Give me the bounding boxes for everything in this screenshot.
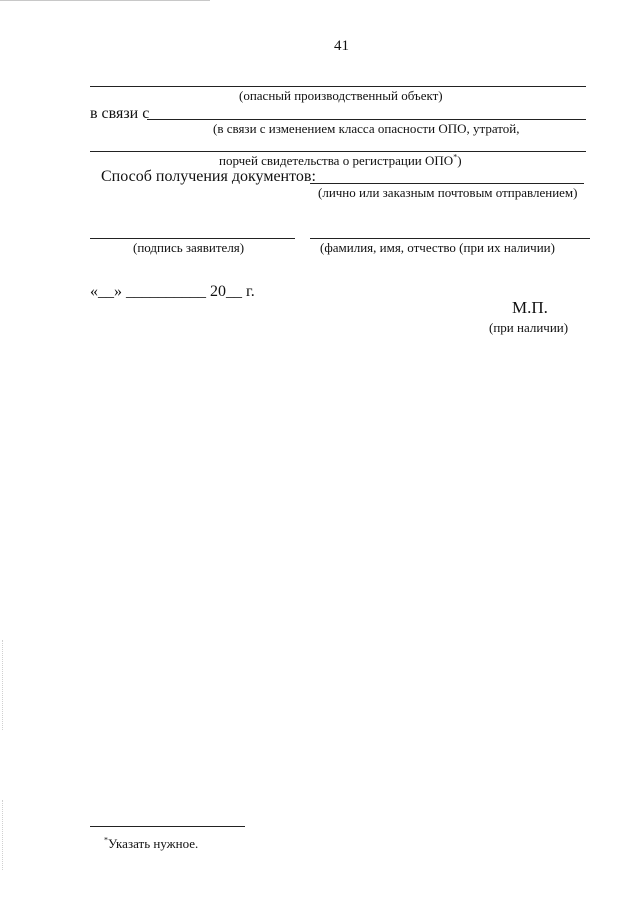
reason-label: в связи с [90, 105, 150, 122]
name-field-line[interactable] [310, 238, 590, 239]
scan-edge-mark [2, 640, 3, 730]
method-caption: (лично или заказным почтовым отправлением) [318, 185, 578, 200]
object-caption: (опасный производственный объект) [239, 88, 443, 103]
signature-caption: (подпись заявителя) [133, 240, 245, 255]
reason-field-line[interactable] [147, 119, 586, 120]
method-field-line[interactable] [310, 183, 584, 184]
stamp-note: (при наличии) [489, 320, 569, 335]
scan-edge-mark [2, 800, 3, 870]
reason-caption-second: порчей свидетельства о регистрации ОПО*) [219, 152, 462, 168]
footnote-text: Указать нужное. [108, 836, 199, 851]
footnote-marker: * [453, 152, 458, 162]
reason-caption-first: (в связи с изменением класса опасности ОПО, утратой, [213, 121, 520, 136]
footnote-separator [90, 826, 245, 827]
name-caption: (фамилия, имя, отчество (при их наличии) [320, 240, 555, 255]
footnote-mark: * [104, 835, 108, 845]
scan-edge-line [0, 0, 210, 1]
footnote [104, 836, 198, 852]
page-number: 41 [334, 38, 349, 54]
stamp-label: М.П. [512, 298, 548, 317]
method-label: Способ получения документов: [101, 168, 316, 185]
date-field[interactable]: «__» __________ 20__ г. [90, 283, 255, 300]
object-field-line[interactable] [90, 86, 586, 87]
reason-field-line-2[interactable] [90, 151, 586, 152]
signature-field-line[interactable] [90, 238, 295, 239]
